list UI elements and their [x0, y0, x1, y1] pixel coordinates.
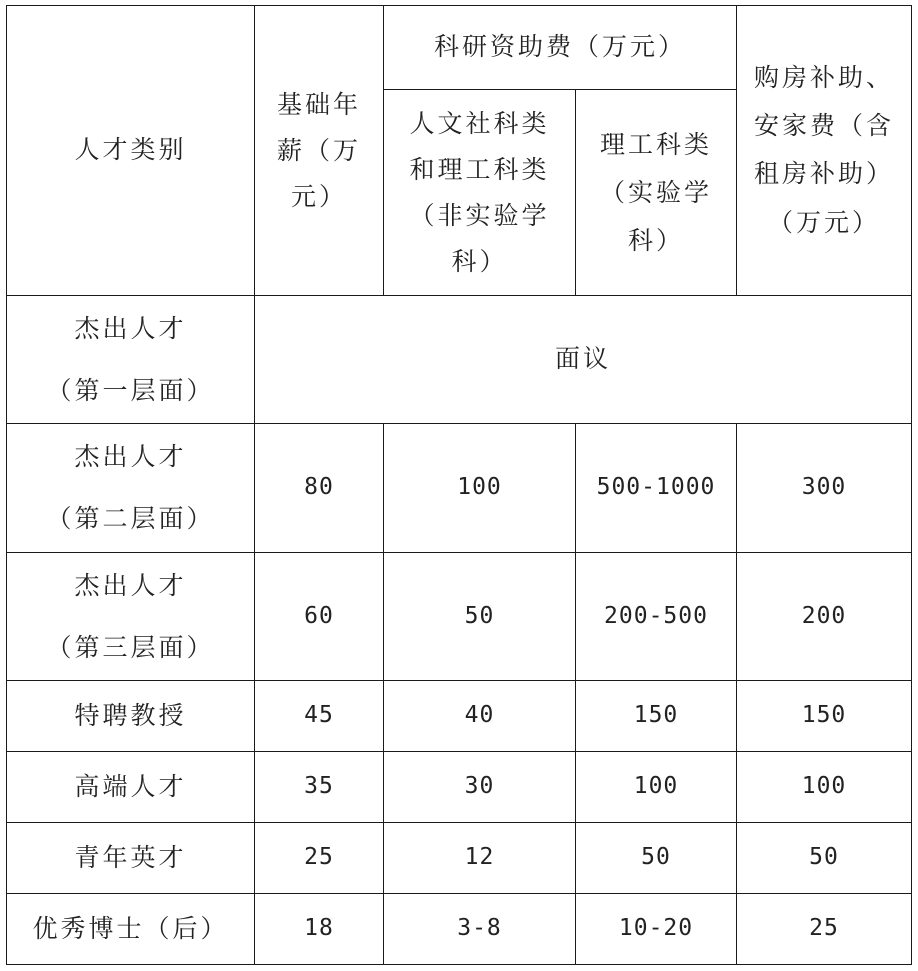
cell-humanities: 40 — [384, 681, 576, 752]
cell-humanities: 100 — [384, 424, 576, 553]
cell-housing: 100 — [737, 752, 912, 823]
cell-base-salary: 25 — [255, 823, 384, 894]
cell-humanities: 12 — [384, 823, 576, 894]
cell-housing: 25 — [737, 894, 912, 965]
cell-science: 200-500 — [576, 553, 737, 681]
cell-science: 150 — [576, 681, 737, 752]
cell-science: 50 — [576, 823, 737, 894]
talent-funding-table — [6, 5, 912, 965]
cell-housing: 300 — [737, 424, 912, 553]
header-base-salary: 基础年 薪（万 元） — [255, 6, 384, 296]
row-category: 杰出人才 （第三层面） — [7, 553, 255, 681]
header-science: 理工科类 （实验学 科） — [576, 90, 737, 296]
cell-science: 10-20 — [576, 894, 737, 965]
header-row-1 — [7, 6, 912, 90]
cell-humanities: 30 — [384, 752, 576, 823]
cell-housing: 150 — [737, 681, 912, 752]
row-category: 优秀博士（后） — [7, 894, 255, 965]
cell-base-salary: 60 — [255, 553, 384, 681]
cell-base-salary: 35 — [255, 752, 384, 823]
header-research-fund-label: 科研资助费（万元） — [433, 32, 686, 62]
row-category: 杰出人才 （第一层面） — [7, 296, 255, 424]
header-humanities: 人文社科类 和理工科类 （非实验学 科） — [384, 90, 576, 296]
header-research-fund — [384, 6, 737, 90]
table-row — [7, 752, 912, 823]
table-row — [7, 823, 912, 894]
table-row — [7, 681, 912, 752]
negotiable-cell — [255, 296, 912, 424]
cell-science: 100 — [576, 752, 737, 823]
cell-housing: 200 — [737, 553, 912, 681]
cell-science: 500-1000 — [576, 424, 737, 553]
cell-humanities: 3-8 — [384, 894, 576, 965]
row-category: 青年英才 — [7, 823, 255, 894]
table-row — [7, 894, 912, 965]
table-row — [7, 296, 912, 424]
header-category-label: 人才类别 — [74, 135, 187, 165]
cell-humanities: 50 — [384, 553, 576, 681]
table-row — [7, 424, 912, 553]
row-category: 特聘教授 — [7, 681, 255, 752]
cell-base-salary: 45 — [255, 681, 384, 752]
table-row — [7, 553, 912, 681]
header-category — [7, 6, 255, 296]
row-category: 高端人才 — [7, 752, 255, 823]
cell-housing: 50 — [737, 823, 912, 894]
cell-base-salary: 18 — [255, 894, 384, 965]
row-category: 杰出人才 （第二层面） — [7, 424, 255, 553]
negotiable-label: 面议 — [554, 344, 611, 374]
header-housing: 购房补助、 安家费（含 租房补助） （万元） — [737, 6, 912, 296]
cell-base-salary: 80 — [255, 424, 384, 553]
